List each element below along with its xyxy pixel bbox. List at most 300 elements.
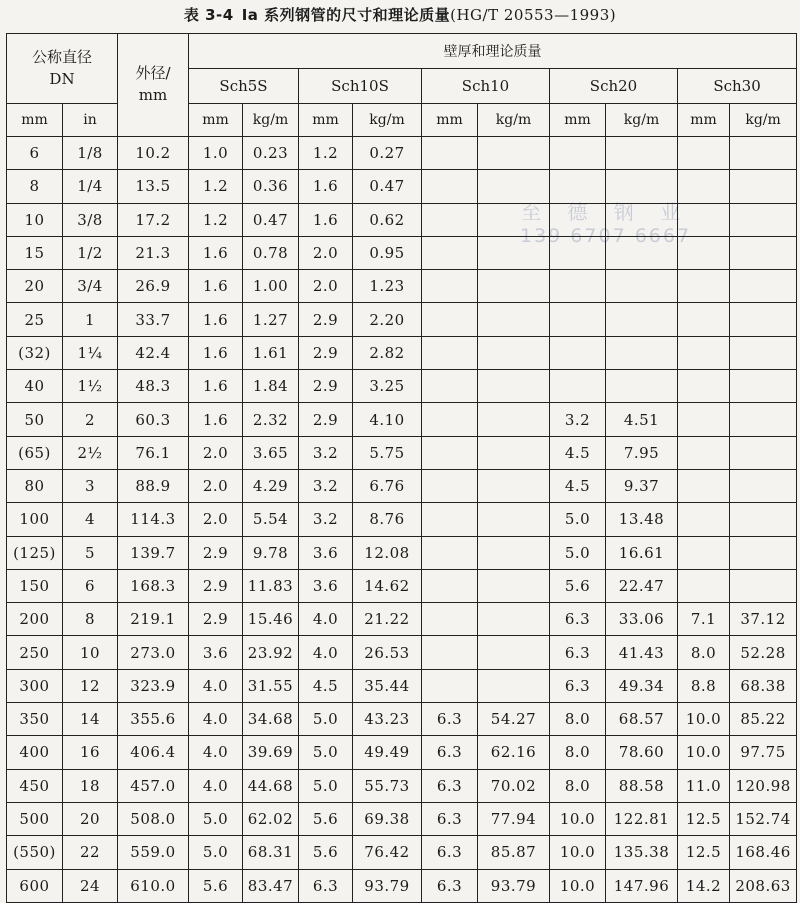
sch20-thickness-cell <box>550 270 606 303</box>
sch30-thickness-cell <box>678 270 730 303</box>
dn-in-cell: 3/8 <box>63 203 118 236</box>
sch30-thickness-cell <box>678 536 730 569</box>
sch10-thickness-cell <box>422 303 478 336</box>
sch20-thickness-cell: 10.0 <box>550 836 606 869</box>
dn-mm-cell: 40 <box>7 370 63 403</box>
outer-diameter-cell: 457.0 <box>118 769 189 802</box>
dn-mm-cell: 300 <box>7 669 63 702</box>
sch10s-thickness-cell: 3.6 <box>299 569 353 602</box>
dn-in-cell: 2½ <box>63 436 118 469</box>
sch30-thickness-cell: 12.5 <box>678 836 730 869</box>
outer-diameter-cell: 508.0 <box>118 802 189 835</box>
dn-in-cell: 8 <box>63 603 118 636</box>
sch10s-mass-cell: 14.62 <box>353 569 422 602</box>
sch20-mass-cell: 33.06 <box>606 603 678 636</box>
dn-in-cell: 1/2 <box>63 236 118 269</box>
sch30-thickness-cell <box>678 137 730 170</box>
sch5s-mass-cell: 68.31 <box>243 836 299 869</box>
sch10-mass-cell <box>478 603 550 636</box>
od-header-label: 外径/ <box>135 64 171 83</box>
sch5s-mass-cell: 39.69 <box>243 736 299 769</box>
sch5s-thickness-unit: mm <box>189 104 243 137</box>
dn-mm-cell: 100 <box>7 503 63 536</box>
dn-mm-cell: 150 <box>7 569 63 602</box>
sch10s-mass-cell: 6.76 <box>353 469 422 502</box>
outer-diameter-cell: 26.9 <box>118 270 189 303</box>
sch30-thickness-unit: mm <box>678 104 730 137</box>
sch5s-mass-cell: 0.78 <box>243 236 299 269</box>
sch10s-mass-cell: 0.95 <box>353 236 422 269</box>
table-row <box>7 569 797 602</box>
dn-in-cell: 10 <box>63 636 118 669</box>
table-row <box>7 603 797 636</box>
dn-in-cell: 6 <box>63 569 118 602</box>
table-standard: (HG/T 20553—1993) <box>450 6 617 24</box>
sch30-mass-cell: 168.46 <box>730 836 797 869</box>
watermark-phone: 139 6707 6667 <box>520 225 692 247</box>
sch5s-thickness-cell: 2.9 <box>189 536 243 569</box>
table-row <box>7 769 797 802</box>
dn-mm-cell: 10 <box>7 203 63 236</box>
sch20-mass-cell: 7.95 <box>606 436 678 469</box>
sch30-thickness-cell: 8.8 <box>678 669 730 702</box>
table-title <box>0 4 800 25</box>
sch5s-thickness-cell: 1.6 <box>189 370 243 403</box>
sch10s-thickness-cell: 5.0 <box>299 736 353 769</box>
outer-diameter-cell: 139.7 <box>118 536 189 569</box>
table-row <box>7 736 797 769</box>
sch5s-mass-cell: 31.55 <box>243 669 299 702</box>
sch30-mass-cell <box>730 236 797 269</box>
sch30-mass-cell <box>730 536 797 569</box>
sch10-mass-cell <box>478 403 550 436</box>
unit-in-header: in <box>63 104 118 137</box>
sch20-mass-cell <box>606 270 678 303</box>
sch20-mass-cell: 122.81 <box>606 802 678 835</box>
sch10-mass-cell <box>478 170 550 203</box>
sch20-mass-cell: 9.37 <box>606 469 678 502</box>
sch10s-header: Sch10S <box>299 69 422 104</box>
sch20-thickness-cell <box>550 370 606 403</box>
sch30-mass-cell: 120.98 <box>730 769 797 802</box>
sch20-header: Sch20 <box>550 69 678 104</box>
sch5s-mass-cell: 1.00 <box>243 270 299 303</box>
sch5s-thickness-cell: 4.0 <box>189 769 243 802</box>
sch10-thickness-cell: 6.3 <box>422 736 478 769</box>
dn-mm-cell: (32) <box>7 336 63 369</box>
table-row <box>7 469 797 502</box>
sch30-mass-cell: 37.12 <box>730 603 797 636</box>
sch5s-thickness-cell: 1.6 <box>189 336 243 369</box>
sch5s-mass-cell: 15.46 <box>243 603 299 636</box>
sch10s-thickness-cell: 5.6 <box>299 836 353 869</box>
sch30-mass-cell <box>730 137 797 170</box>
table-row <box>7 170 797 203</box>
sch10s-thickness-cell: 2.0 <box>299 270 353 303</box>
table-row <box>7 137 797 170</box>
outer-diameter-cell: 48.3 <box>118 370 189 403</box>
dn-in-cell: 16 <box>63 736 118 769</box>
dn-mm-cell: 400 <box>7 736 63 769</box>
sch10-thickness-cell <box>422 236 478 269</box>
dn-mm-cell: 450 <box>7 769 63 802</box>
table-row <box>7 370 797 403</box>
dn-in-cell: 2 <box>63 403 118 436</box>
sch5s-thickness-cell: 2.0 <box>189 503 243 536</box>
dn-in-cell: 14 <box>63 703 118 736</box>
table-row <box>7 836 797 869</box>
sch10-thickness-cell: 6.3 <box>422 769 478 802</box>
sch30-header: Sch30 <box>678 69 797 104</box>
sch20-mass-cell <box>606 370 678 403</box>
sch20-thickness-cell <box>550 303 606 336</box>
sch5s-mass-cell: 0.23 <box>243 137 299 170</box>
sch10s-thickness-cell: 6.3 <box>299 869 353 902</box>
sch30-thickness-cell: 10.0 <box>678 736 730 769</box>
outer-diameter-cell: 13.5 <box>118 170 189 203</box>
outer-diameter-cell: 88.9 <box>118 469 189 502</box>
sch10s-mass-cell: 2.20 <box>353 303 422 336</box>
sch20-thickness-unit: mm <box>550 104 606 137</box>
sch30-thickness-cell: 10.0 <box>678 703 730 736</box>
sch10-mass-cell: 70.02 <box>478 769 550 802</box>
table-row <box>7 236 797 269</box>
sch20-mass-cell <box>606 137 678 170</box>
dn-in-cell: 20 <box>63 802 118 835</box>
sch30-mass-unit: kg/m <box>730 104 797 137</box>
outer-diameter-cell: 168.3 <box>118 569 189 602</box>
outer-diameter-cell: 42.4 <box>118 336 189 369</box>
dn-mm-cell: 8 <box>7 170 63 203</box>
sch10-mass-cell: 85.87 <box>478 836 550 869</box>
sch10s-thickness-unit: mm <box>299 104 353 137</box>
dn-in-cell: 5 <box>63 536 118 569</box>
sch10s-mass-cell: 21.22 <box>353 603 422 636</box>
sch10-mass-cell <box>478 203 550 236</box>
sch10s-mass-cell: 26.53 <box>353 636 422 669</box>
sch20-mass-cell <box>606 336 678 369</box>
sch10s-thickness-cell: 1.2 <box>299 137 353 170</box>
table-row <box>7 503 797 536</box>
sch20-thickness-cell: 6.3 <box>550 603 606 636</box>
unit-mm-header: mm <box>7 104 63 137</box>
sch30-mass-cell: 97.75 <box>730 736 797 769</box>
sch30-mass-cell <box>730 503 797 536</box>
table-row <box>7 436 797 469</box>
sch30-mass-cell <box>730 569 797 602</box>
sch30-mass-cell: 85.22 <box>730 703 797 736</box>
sch30-thickness-cell <box>678 170 730 203</box>
sch5s-thickness-cell: 5.0 <box>189 836 243 869</box>
table-row <box>7 536 797 569</box>
sch10-thickness-cell: 6.3 <box>422 836 478 869</box>
table-row <box>7 403 797 436</box>
sch10s-mass-cell: 35.44 <box>353 669 422 702</box>
dn-mm-cell: 600 <box>7 869 63 902</box>
sch5s-thickness-cell: 1.6 <box>189 270 243 303</box>
sch5s-thickness-cell: 2.0 <box>189 436 243 469</box>
dn-in-cell: 3 <box>63 469 118 502</box>
sch5s-thickness-cell: 2.0 <box>189 469 243 502</box>
outer-diameter-cell: 21.3 <box>118 236 189 269</box>
sch30-mass-cell <box>730 336 797 369</box>
sch30-mass-cell: 52.28 <box>730 636 797 669</box>
sch10s-thickness-cell: 1.6 <box>299 170 353 203</box>
sch10-mass-cell <box>478 669 550 702</box>
sch10-mass-cell <box>478 503 550 536</box>
sch10s-thickness-cell: 4.5 <box>299 669 353 702</box>
table-row <box>7 303 797 336</box>
sch30-thickness-cell <box>678 403 730 436</box>
sch30-thickness-cell <box>678 569 730 602</box>
sch30-thickness-cell: 8.0 <box>678 636 730 669</box>
sch20-thickness-cell: 5.6 <box>550 569 606 602</box>
sch30-thickness-cell <box>678 503 730 536</box>
sch20-thickness-cell <box>550 336 606 369</box>
sch10-thickness-cell: 6.3 <box>422 869 478 902</box>
dn-in-cell: 1¼ <box>63 336 118 369</box>
sch10s-mass-cell: 4.10 <box>353 403 422 436</box>
sch10-mass-cell <box>478 536 550 569</box>
table-row <box>7 336 797 369</box>
sch5s-thickness-cell: 2.9 <box>189 569 243 602</box>
sch20-mass-unit: kg/m <box>606 104 678 137</box>
sch30-mass-cell: 208.63 <box>730 869 797 902</box>
sch10s-thickness-cell: 3.2 <box>299 469 353 502</box>
watermark-name: 至 德 钢 业 <box>520 200 691 224</box>
sch20-thickness-cell: 3.2 <box>550 403 606 436</box>
dn-in-cell: 1 <box>63 303 118 336</box>
sch10-thickness-cell <box>422 603 478 636</box>
sch10s-mass-cell: 76.42 <box>353 836 422 869</box>
sch10-thickness-cell <box>422 270 478 303</box>
sch5s-thickness-cell: 4.0 <box>189 703 243 736</box>
sch10-mass-cell <box>478 336 550 369</box>
sch5s-mass-cell: 0.47 <box>243 203 299 236</box>
sch20-mass-cell: 22.47 <box>606 569 678 602</box>
sch10s-mass-cell: 93.79 <box>353 869 422 902</box>
table-title-text: Ia 系列钢管的尺寸和理论质量 <box>241 6 451 24</box>
sch5s-thickness-cell: 1.2 <box>189 170 243 203</box>
sch10-thickness-cell <box>422 569 478 602</box>
dn-in-cell: 4 <box>63 503 118 536</box>
sch20-mass-cell: 78.60 <box>606 736 678 769</box>
sch20-thickness-cell: 8.0 <box>550 703 606 736</box>
sch20-mass-cell: 13.48 <box>606 503 678 536</box>
sch10-mass-cell <box>478 370 550 403</box>
dn-mm-cell: (125) <box>7 536 63 569</box>
sch10-mass-cell <box>478 270 550 303</box>
sch10s-mass-cell: 2.82 <box>353 336 422 369</box>
table-row <box>7 203 797 236</box>
dn-mm-cell: 25 <box>7 303 63 336</box>
sch20-mass-cell <box>606 203 678 236</box>
sch10-thickness-cell <box>422 170 478 203</box>
dn-mm-cell: (550) <box>7 836 63 869</box>
sch10s-thickness-cell: 2.9 <box>299 336 353 369</box>
sch20-mass-cell: 68.57 <box>606 703 678 736</box>
wall-group-header: 壁厚和理论质量 <box>189 34 797 69</box>
sch10-mass-cell <box>478 469 550 502</box>
outer-diameter-cell: 10.2 <box>118 137 189 170</box>
sch10-mass-cell <box>478 137 550 170</box>
sch10-thickness-cell <box>422 503 478 536</box>
sch10s-thickness-cell: 3.2 <box>299 503 353 536</box>
sch5s-mass-cell: 1.27 <box>243 303 299 336</box>
sch30-mass-cell <box>730 203 797 236</box>
sch20-thickness-cell: 4.5 <box>550 469 606 502</box>
sch30-thickness-cell: 14.2 <box>678 869 730 902</box>
sch5s-header: Sch5S <box>189 69 299 104</box>
sch10s-mass-cell: 8.76 <box>353 503 422 536</box>
sch10s-thickness-cell: 2.9 <box>299 303 353 336</box>
outer-diameter-cell: 610.0 <box>118 869 189 902</box>
sch10-thickness-cell: 6.3 <box>422 802 478 835</box>
sch20-thickness-cell <box>550 203 606 236</box>
table-row <box>7 669 797 702</box>
sch10s-mass-unit: kg/m <box>353 104 422 137</box>
sch20-thickness-cell: 8.0 <box>550 769 606 802</box>
outer-diameter-cell: 33.7 <box>118 303 189 336</box>
sch10-mass-cell: 93.79 <box>478 869 550 902</box>
sch20-thickness-cell <box>550 236 606 269</box>
sch10s-thickness-cell: 5.6 <box>299 802 353 835</box>
sch30-thickness-cell <box>678 236 730 269</box>
sch5s-mass-cell: 83.47 <box>243 869 299 902</box>
sch5s-mass-cell: 9.78 <box>243 536 299 569</box>
sch10-header: Sch10 <box>422 69 550 104</box>
sch10s-mass-cell: 55.73 <box>353 769 422 802</box>
table-row <box>7 270 797 303</box>
sch10s-thickness-cell: 2.9 <box>299 403 353 436</box>
sch30-thickness-cell: 11.0 <box>678 769 730 802</box>
table-row <box>7 802 797 835</box>
sch10s-thickness-cell: 3.2 <box>299 436 353 469</box>
sch5s-mass-cell: 3.65 <box>243 436 299 469</box>
sch10s-thickness-cell: 5.0 <box>299 769 353 802</box>
sch5s-mass-cell: 4.29 <box>243 469 299 502</box>
sch10s-mass-cell: 49.49 <box>353 736 422 769</box>
dn-in-cell: 12 <box>63 669 118 702</box>
dn-mm-cell: 200 <box>7 603 63 636</box>
dn-in-cell: 18 <box>63 769 118 802</box>
sch20-mass-cell: 135.38 <box>606 836 678 869</box>
sch10-mass-cell <box>478 236 550 269</box>
sch10s-mass-cell: 0.27 <box>353 137 422 170</box>
sch30-thickness-cell <box>678 436 730 469</box>
sch5s-mass-cell: 1.61 <box>243 336 299 369</box>
sch5s-thickness-cell: 1.0 <box>189 137 243 170</box>
table-number: 表 3-4 <box>183 6 234 24</box>
sch20-mass-cell <box>606 236 678 269</box>
sch10-thickness-cell <box>422 536 478 569</box>
sch20-thickness-cell: 6.3 <box>550 636 606 669</box>
sch20-thickness-cell: 8.0 <box>550 736 606 769</box>
sch20-mass-cell: 16.61 <box>606 536 678 569</box>
dn-in-cell: 1/8 <box>63 137 118 170</box>
sch5s-thickness-cell: 4.0 <box>189 736 243 769</box>
sch10-thickness-cell <box>422 669 478 702</box>
sch5s-thickness-cell: 1.2 <box>189 203 243 236</box>
sch30-thickness-cell <box>678 336 730 369</box>
sch20-mass-cell <box>606 303 678 336</box>
table-body <box>7 137 797 903</box>
dn-mm-cell: 15 <box>7 236 63 269</box>
sch5s-thickness-cell: 1.6 <box>189 236 243 269</box>
dn-header <box>7 34 118 104</box>
sch30-mass-cell <box>730 303 797 336</box>
sch5s-thickness-cell: 5.6 <box>189 869 243 902</box>
sch10-mass-cell: 62.16 <box>478 736 550 769</box>
sch5s-mass-unit: kg/m <box>243 104 299 137</box>
outer-diameter-cell: 60.3 <box>118 403 189 436</box>
table-row <box>7 636 797 669</box>
od-header-unit: mm <box>138 86 168 104</box>
sch10-mass-unit: kg/m <box>478 104 550 137</box>
sch10-thickness-cell <box>422 436 478 469</box>
outer-diameter-cell: 273.0 <box>118 636 189 669</box>
sch10s-thickness-cell: 3.6 <box>299 536 353 569</box>
sch10-thickness-cell <box>422 469 478 502</box>
sch10s-mass-cell: 12.08 <box>353 536 422 569</box>
sch10s-thickness-cell: 2.9 <box>299 370 353 403</box>
sch10-mass-cell: 77.94 <box>478 802 550 835</box>
outer-diameter-cell: 219.1 <box>118 603 189 636</box>
sch10-mass-cell <box>478 303 550 336</box>
sch20-mass-cell: 4.51 <box>606 403 678 436</box>
sch10s-mass-cell: 1.23 <box>353 270 422 303</box>
sch5s-mass-cell: 11.83 <box>243 569 299 602</box>
dn-in-cell: 1½ <box>63 370 118 403</box>
sch30-mass-cell <box>730 469 797 502</box>
od-header <box>118 34 189 137</box>
sch10-thickness-cell <box>422 137 478 170</box>
dn-in-cell: 24 <box>63 869 118 902</box>
sch30-mass-cell: 68.38 <box>730 669 797 702</box>
dn-in-cell: 22 <box>63 836 118 869</box>
sch5s-mass-cell: 44.68 <box>243 769 299 802</box>
sch10-thickness-cell <box>422 370 478 403</box>
dn-mm-cell: 6 <box>7 137 63 170</box>
sch30-mass-cell <box>730 270 797 303</box>
sch30-mass-cell <box>730 436 797 469</box>
sch10s-mass-cell: 0.62 <box>353 203 422 236</box>
sch10-thickness-cell <box>422 203 478 236</box>
dn-mm-cell: 20 <box>7 270 63 303</box>
sch5s-mass-cell: 5.54 <box>243 503 299 536</box>
sch5s-thickness-cell: 5.0 <box>189 802 243 835</box>
outer-diameter-cell: 323.9 <box>118 669 189 702</box>
outer-diameter-cell: 17.2 <box>118 203 189 236</box>
dn-mm-cell: 350 <box>7 703 63 736</box>
dn-mm-cell: 250 <box>7 636 63 669</box>
sch10-mass-cell: 54.27 <box>478 703 550 736</box>
sch20-thickness-cell: 10.0 <box>550 869 606 902</box>
sch10s-thickness-cell: 1.6 <box>299 203 353 236</box>
sch10-thickness-unit: mm <box>422 104 478 137</box>
dn-mm-cell: 500 <box>7 802 63 835</box>
sch20-mass-cell: 41.43 <box>606 636 678 669</box>
pipe-dimension-table <box>6 33 797 903</box>
sch10s-mass-cell: 5.75 <box>353 436 422 469</box>
sch30-mass-cell: 152.74 <box>730 802 797 835</box>
sch5s-mass-cell: 2.32 <box>243 403 299 436</box>
sch30-mass-cell <box>730 170 797 203</box>
sch5s-thickness-cell: 1.6 <box>189 403 243 436</box>
dn-mm-cell: 50 <box>7 403 63 436</box>
sch5s-mass-cell: 0.36 <box>243 170 299 203</box>
sch5s-thickness-cell: 4.0 <box>189 669 243 702</box>
